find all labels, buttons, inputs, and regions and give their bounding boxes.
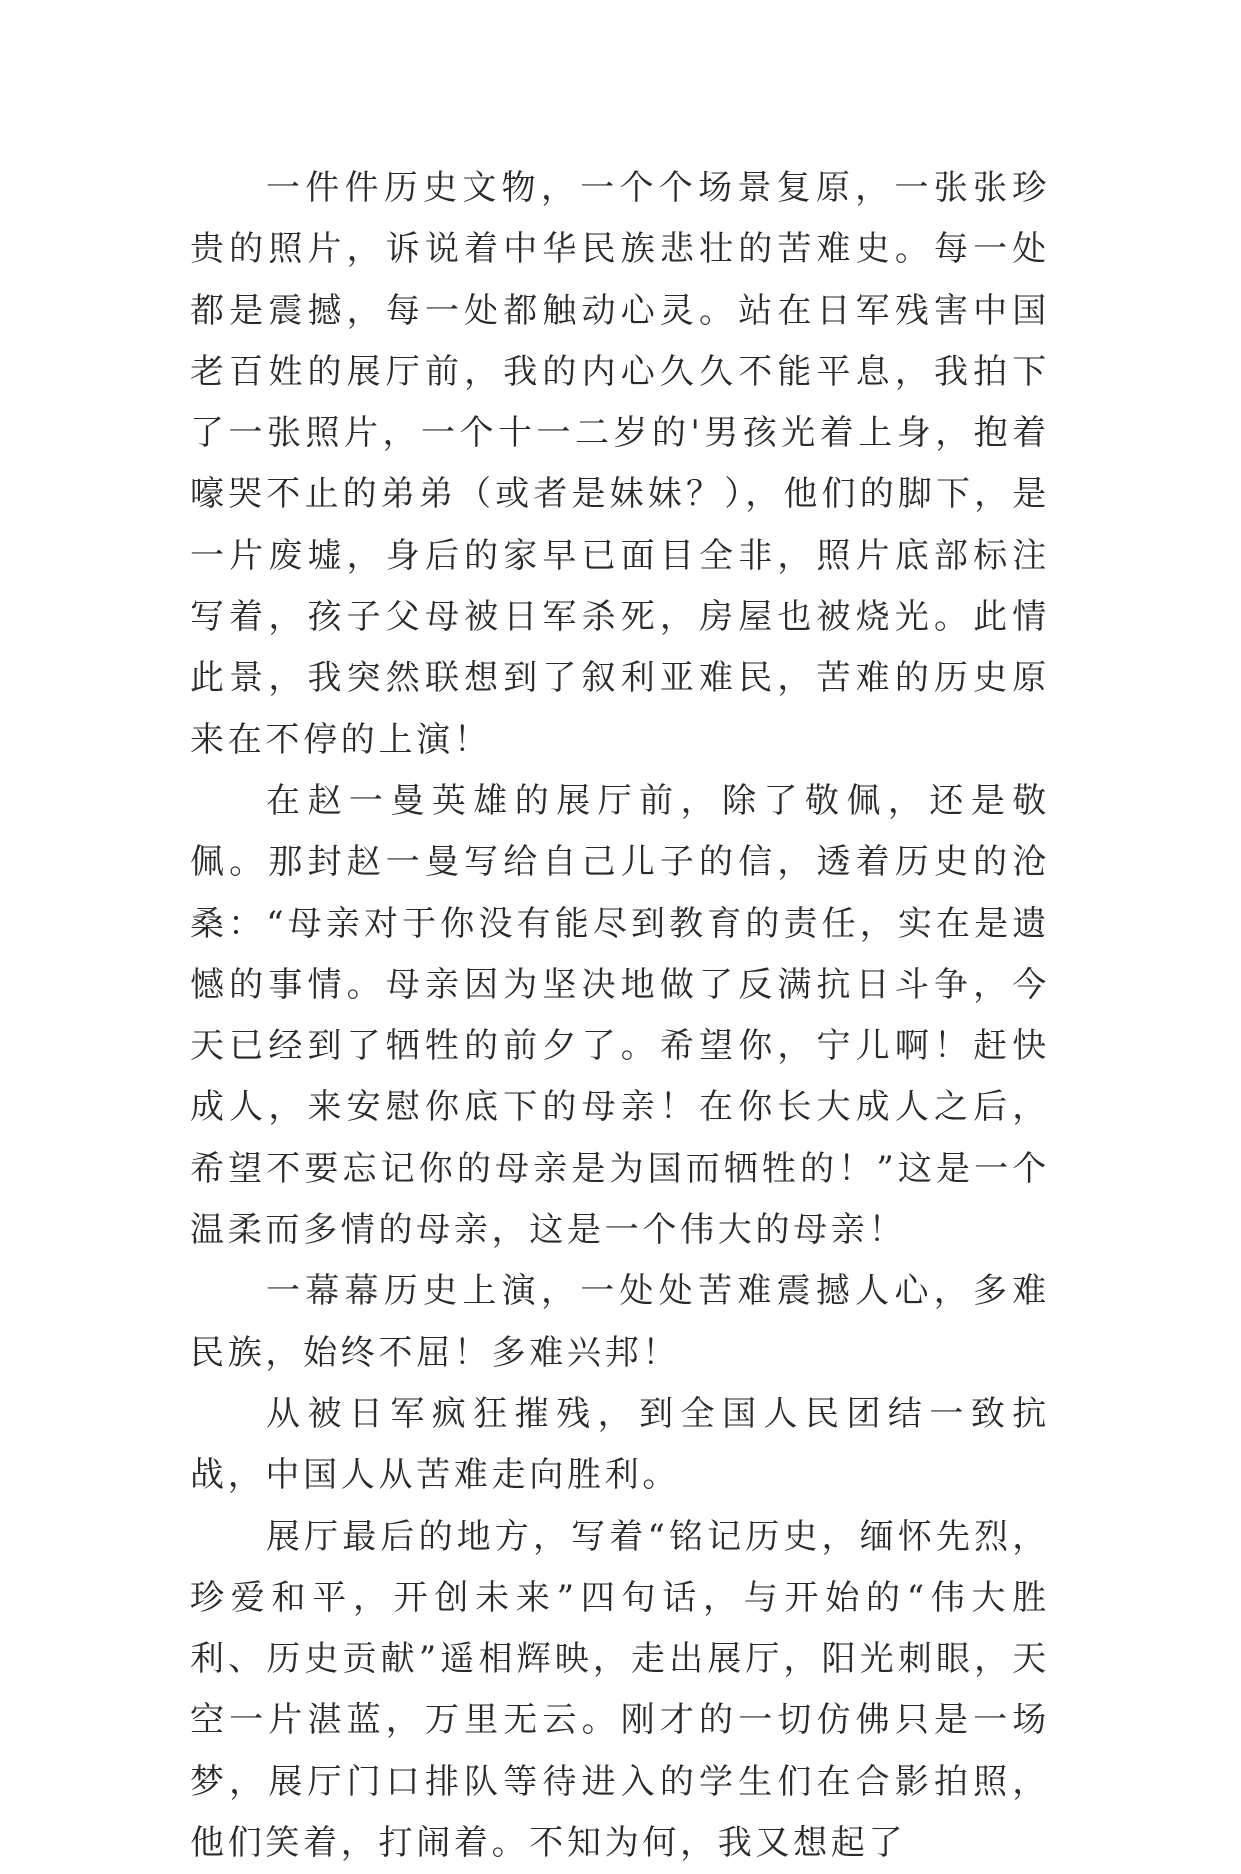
paragraph-victory: 从被日军疯狂摧残，到全国人民团结一致抗战，中国人从苦难走向胜利。 bbox=[190, 1393, 1050, 1496]
paragraph-zhao-yiman: 在赵一曼英雄的展厅前，除了敬佩，还是敬佩。那封赵一曼写给自己儿子的信，透着历史的沧桑：“母亲对于你没有能尽到教育的责任，实在是遗憾的事情。母亲因为坚决地做了反满抗日斗争，今天已经到了牺牲的前夕了。希望你，宁儿啊！赶快成人，来安慰你底下的母亲！在你长大成人之后，希望不要忘记你的母亲是为国而牺牲的！”这是一个温柔而多情的母亲，这是一个伟大的母亲！ bbox=[190, 780, 1050, 1251]
paragraph-exhibition-end: 展厅最后的地方，写着“铭记历史，缅怀先烈，珍爱和平，开创未来”四句话，与开始的“伟大胜利、历史贡献”遥相辉映，走出展厅，阳光刺眼，天空一片湛蓝，万里无云。刚才的一切仿佛只是一场梦，展厅门口排队等待进入的学生们在合影拍照，他们笑着，打闹着。不知为何，我又想起了 bbox=[190, 1516, 1050, 1864]
article-body bbox=[190, 158, 1050, 1874]
paragraph-unyielding: 一幕幕历史上演，一处处苦难震撼人心，多难民族，始终不屈！多难兴邦！ bbox=[190, 1271, 1050, 1373]
paragraph-exhibits: 一件件历史文物，一个个场景复原，一张张珍贵的照片，诉说着中华民族悲壮的苦难史。每一处都是震撼，每一处都触动心灵。站在日军残害中国老百姓的展厅前，我的内心久久不能平息，我拍下了一张照片，一个十一二岁的'男孩光着上身，抱着嚎哭不止的弟弟（或者是妹妹？），他们的脚下，是一片废墟，身后的家早已面目全非，照片底部标注写着，孩子父母被日军杀死，房屋也被烧光。此情此景，我突然联想到了叙利亚难民，苦难的历史原来在不停的上演！ bbox=[190, 168, 1050, 760]
